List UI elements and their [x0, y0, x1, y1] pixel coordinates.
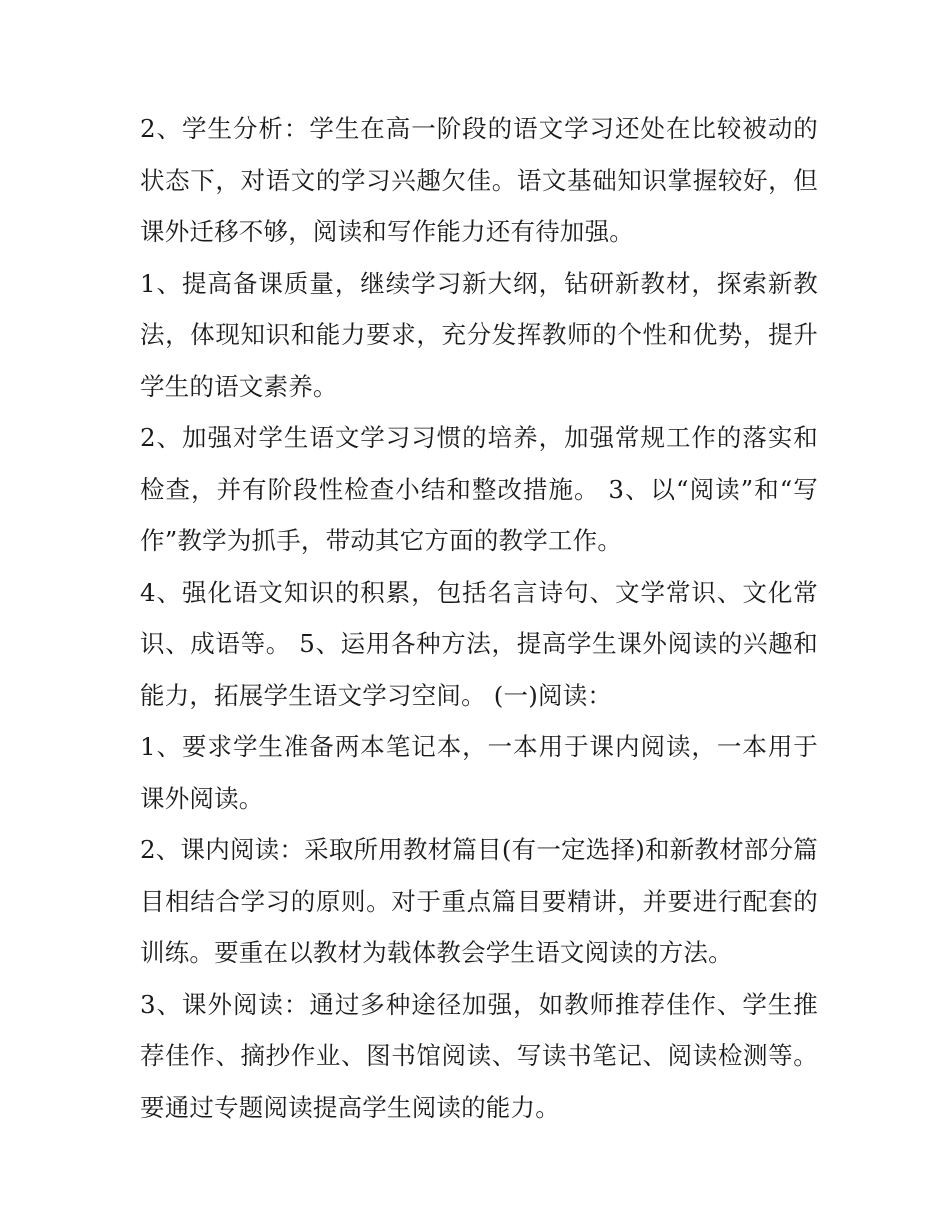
paragraph-extracurricular-reading: 3、课外阅读：通过多种途径加强，如教师推荐佳作、学生推荐佳作、摘抄作业、图书馆阅读、写读书笔记、阅读检测等。要通过专题阅读提高学生阅读的能力。 [140, 989, 818, 1122]
paragraph-in-class-reading: 2、课内阅读：采取所用教材篇目(有一定选择)和新教材部分篇目相结合学习的原则。对于重点篇目要精讲，并要进行配套的训练。要重在以教材为载体教会学生语文阅读的方法。 [140, 835, 818, 967]
paragraph-student-analysis: 2、学生分析：学生在高一阶段的语文学习还处在比较被动的状态下，对语文的学习兴趣欠佳。语文基础知识掌握较好，但课外迁移不够，阅读和写作能力还有待加强。 [140, 114, 818, 246]
paragraph-lesson-preparation: 1、提高备课质量，继续学习新大纲，钻研新教材，探索新教法，体现知识和能力要求，充分发挥教师的个性和优势，提升学生的语文素养。 [140, 268, 818, 401]
paragraph-study-habits: 2、加强对学生语文学习习惯的培养，加强常规工作的落实和检查，并有阶段性检查小结和整改措施。 3、以“阅读”和“写作”教学为抓手，带动其它方面的教学工作。 [140, 423, 818, 555]
document-body [140, 103, 818, 1133]
paragraph-knowledge-accumulation: 4、强化语文知识的积累，包括名言诗句、文学常识、文化常识、成语等。 5、运用各种方法，提高学生课外阅读的兴趣和能力，拓展学生语文学习空间。 (一)阅读： [140, 577, 818, 710]
paragraph-notebooks: 1、要求学生准备两本笔记本，一本用于课内阅读，一本用于课外阅读。 [140, 732, 818, 813]
